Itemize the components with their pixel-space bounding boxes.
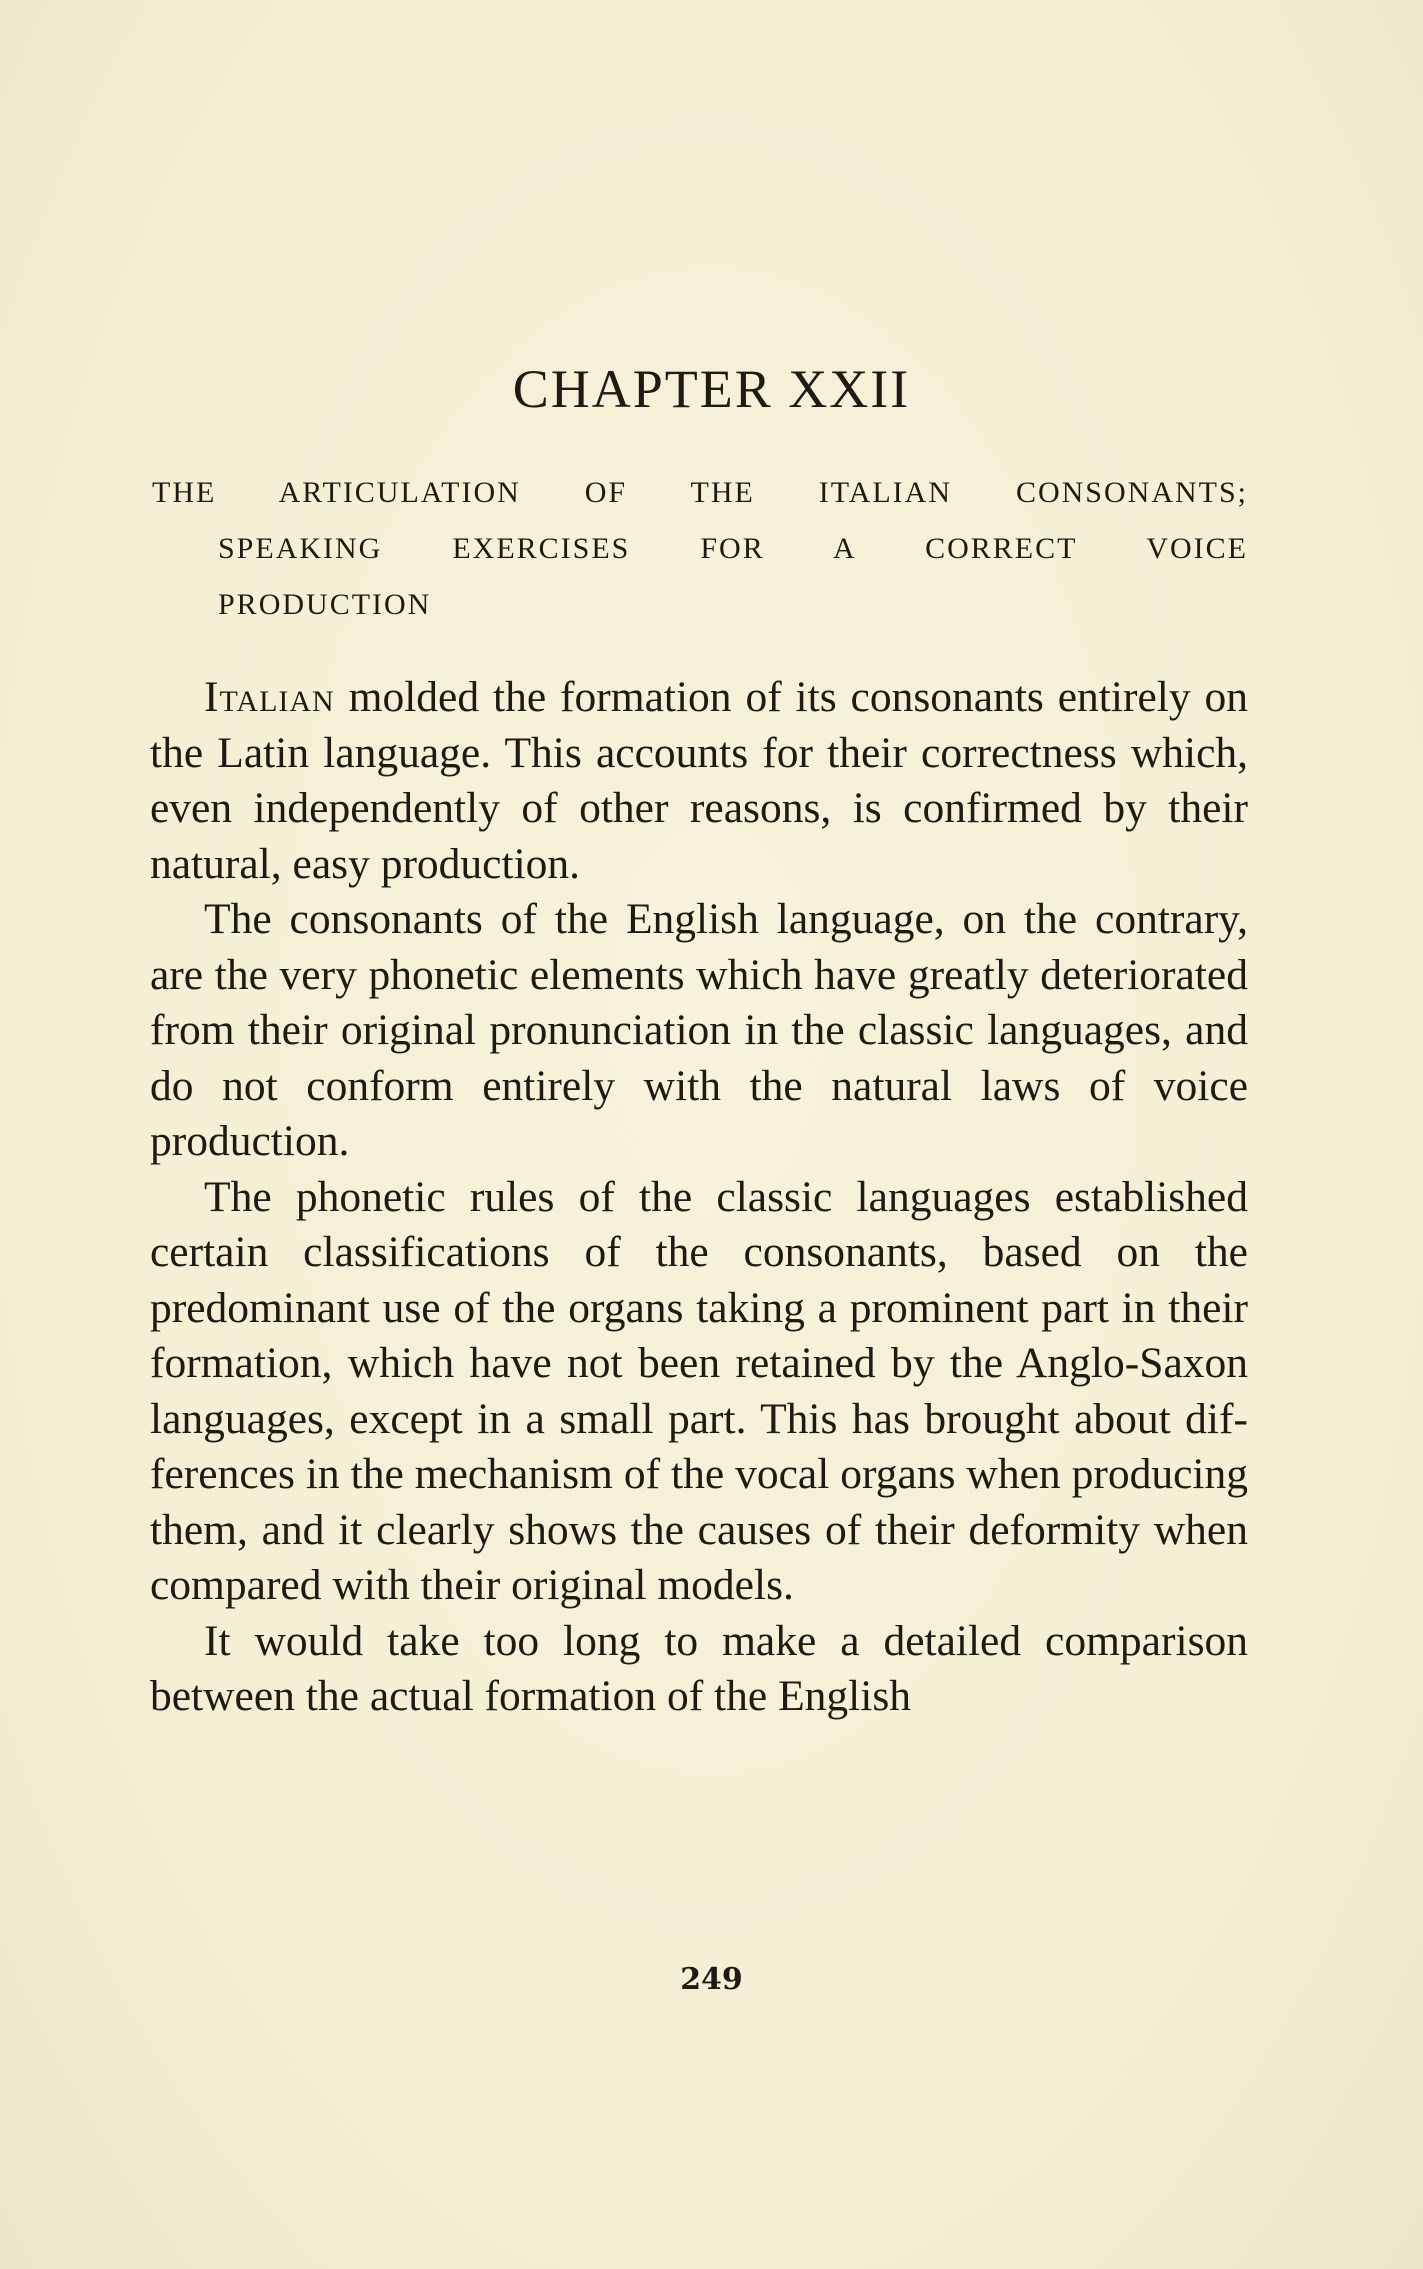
lead-word: Italian bbox=[204, 673, 335, 721]
page-number: 249 bbox=[680, 1962, 743, 1997]
paragraph-1 bbox=[150, 670, 1248, 892]
subtitle-line-3: PRODUCTION bbox=[218, 588, 432, 621]
subtitle-line-2: SPEAKING EXERCISES FOR A CORRECT VOICE bbox=[218, 532, 1248, 565]
chapter-subtitle bbox=[152, 465, 1248, 633]
subtitle-line-1: THE ARTICULATION OF THE ITALIAN CONSONANTS; bbox=[152, 476, 1248, 509]
body-text bbox=[150, 670, 1248, 1725]
paragraph-3: The phonetic rules of the classic languages established certain classifications of the consonants, based on the predominant use of the organs taking a prominent part in their formation, which have not been retained by the Anglo-Saxon languages, except in a small part. This has brought about differences in the mechanism of the vocal organs when producing them, and it clearly shows the causes of their deformity when compared with their original models. bbox=[150, 1172, 1248, 1609]
chapter-title: CHAPTER XXII bbox=[512, 359, 911, 419]
paragraph-2: The consonants of the English language, on the contrary, are the very phonetic elements which have greatly deteriorated from their original pronunciation in the classic languages, and do not conform entirely with the natural laws of voice production. bbox=[150, 895, 1248, 1165]
paragraph-4: It would take too long to make a detailed comparison between the actual formation of the English bbox=[150, 1616, 1248, 1720]
paragraph-1-text: molded the formation of its consonants entirely on the Latin language. This accounts for their correctness which, even independently of other reasons, is confirmed by their natural, easy production. bbox=[150, 673, 1248, 888]
